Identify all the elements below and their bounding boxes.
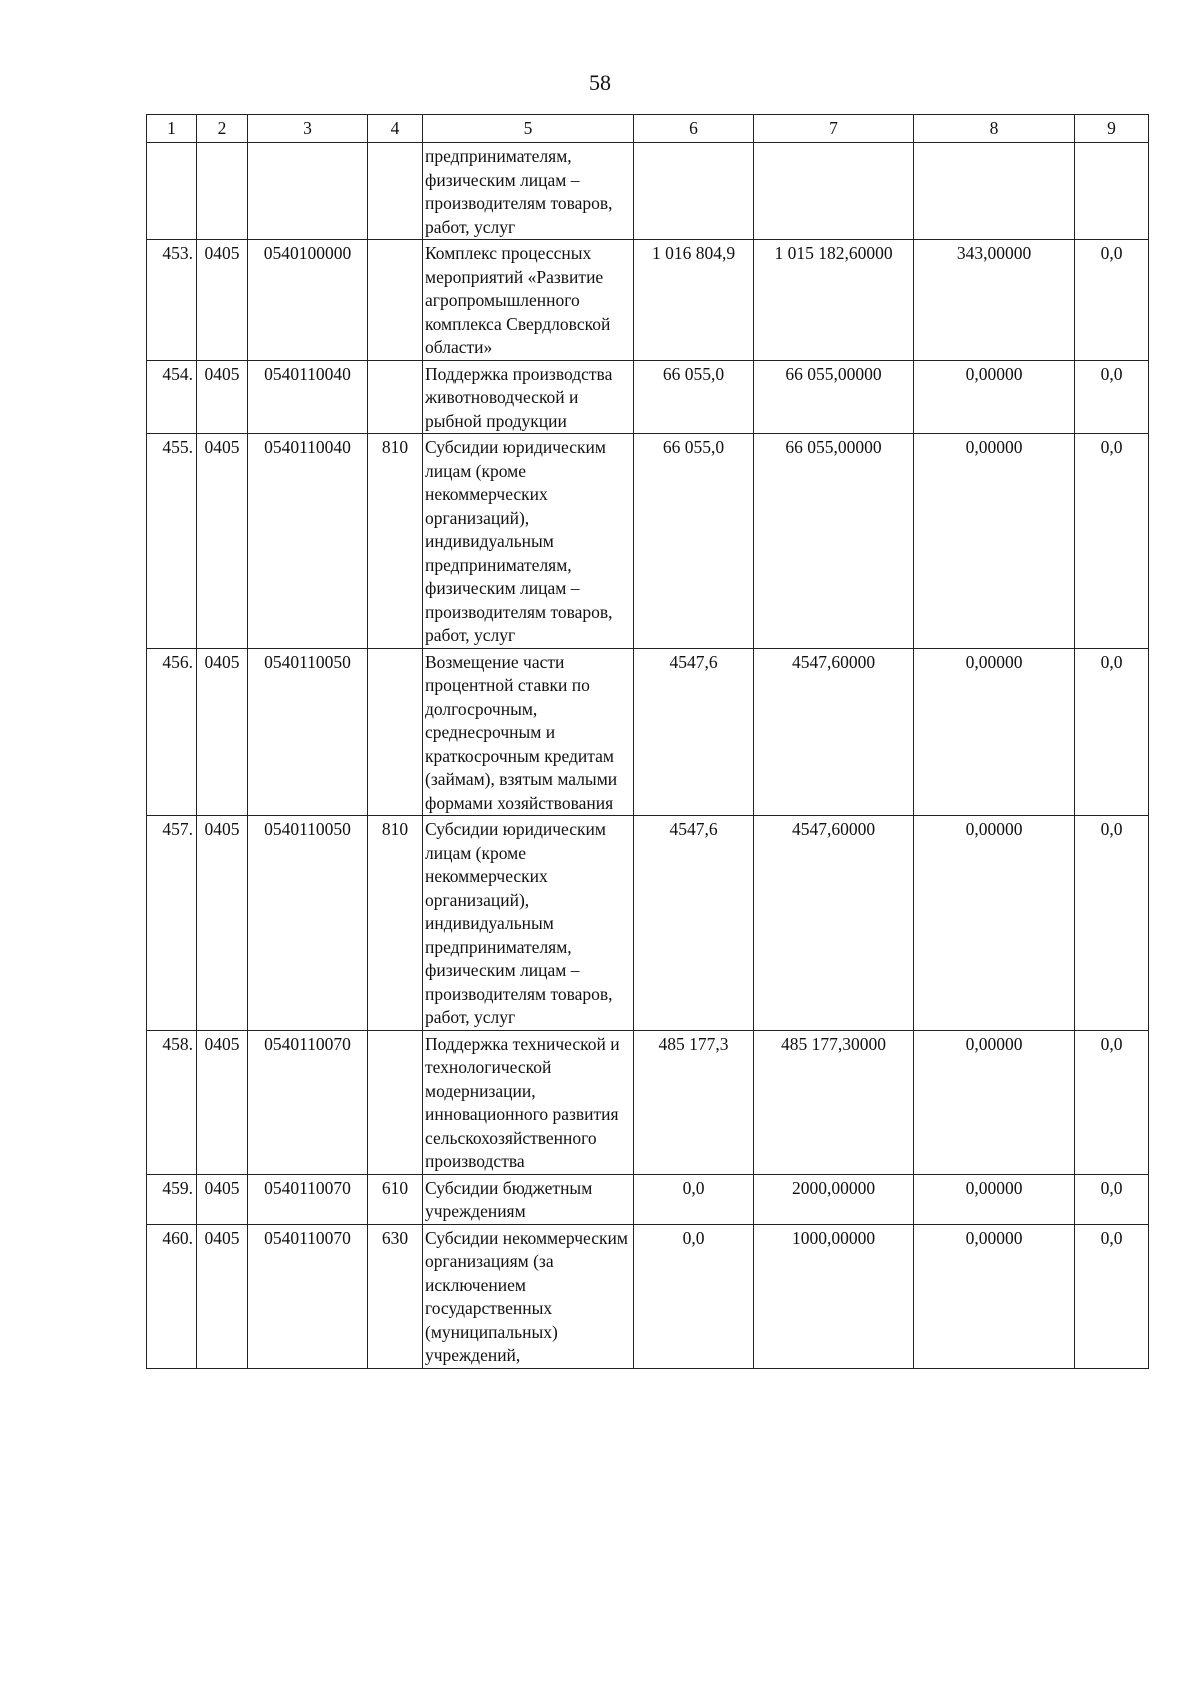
row-number: 457. [147,816,197,1031]
amount-col7: 4547,60000 [754,648,914,816]
header-cell: 8 [914,115,1075,143]
amount-col6: 0,0 [634,1174,754,1224]
amount-col9: 0,0 [1075,240,1149,361]
row-number: 458. [147,1030,197,1174]
amount-col8: 0,00000 [914,360,1075,434]
table-row [147,648,1149,816]
item-description: Возмещение части процентной ставки по долгосрочным, среднесрочным и краткосрочным кредитам (займам), взятым малыми формами хозяйствования [423,648,634,816]
row-number: 453. [147,240,197,361]
table-row [147,816,1149,1031]
item-description: Комплекс процессных мероприятий «Развитие агропромышленного комплекса Свердловской области» [423,240,634,361]
amount-col8: 0,00000 [914,1030,1075,1174]
section-code: 0405 [197,240,248,361]
amount-col8: 0,00000 [914,816,1075,1031]
row-number: 456. [147,648,197,816]
amount-col9: 0,0 [1075,816,1149,1031]
section-code: 0405 [197,1174,248,1224]
item-description: предпринимателям, физическим лицам – производителям товаров, работ, услуг [423,143,634,240]
amount-col8: 0,00000 [914,1174,1075,1224]
row-number: 454. [147,360,197,434]
section-code: 0405 [197,648,248,816]
amount-col7: 66 055,00000 [754,360,914,434]
section-code: 0405 [197,360,248,434]
target-code: 0540110070 [248,1224,368,1368]
header-cell: 1 [147,115,197,143]
table-row [147,1224,1149,1368]
amount-col6: 66 055,0 [634,434,754,649]
target-code: 0540110040 [248,434,368,649]
expense-type-code: 810 [368,434,423,649]
item-description: Поддержка производства животноводческой и рыбной продукции [423,360,634,434]
header-cell: 3 [248,115,368,143]
expense-type-code [368,1030,423,1174]
item-description: Субсидии бюджетным учреждениям [423,1174,634,1224]
amount-col6: 4547,6 [634,648,754,816]
amount-col6: 4547,6 [634,816,754,1031]
amount-col8: 0,00000 [914,648,1075,816]
amount-col7: 1000,00000 [754,1224,914,1368]
table-row [147,143,1149,240]
amount-col7: 485 177,30000 [754,1030,914,1174]
item-description: Поддержка технической и технологической модернизации, инновационного развития сельскохозяйственного производства [423,1030,634,1174]
expense-type-code: 630 [368,1224,423,1368]
amount-col8: 0,00000 [914,434,1075,649]
target-code: 0540110050 [248,648,368,816]
section-code: 0405 [197,434,248,649]
row-number: 459. [147,1174,197,1224]
amount-col9 [1075,143,1149,240]
amount-col9: 0,0 [1075,648,1149,816]
amount-col6: 1 016 804,9 [634,240,754,361]
amount-col7: 4547,60000 [754,816,914,1031]
target-code: 0540110040 [248,360,368,434]
table-row [147,1030,1149,1174]
target-code: 0540110070 [248,1174,368,1224]
target-code: 0540100000 [248,240,368,361]
budget-table [146,114,1149,1369]
amount-col9: 0,0 [1075,1174,1149,1224]
expense-type-code [368,143,423,240]
expense-type-code: 810 [368,816,423,1031]
section-code [197,143,248,240]
amount-col6: 485 177,3 [634,1030,754,1174]
amount-col9: 0,0 [1075,434,1149,649]
amount-col8: 0,00000 [914,1224,1075,1368]
amount-col6: 66 055,0 [634,360,754,434]
header-cell: 2 [197,115,248,143]
header-cell: 6 [634,115,754,143]
item-description: Субсидии некоммерческим организациям (за исключением государственных (муниципальных) учреждений, [423,1224,634,1368]
amount-col9: 0,0 [1075,1030,1149,1174]
expense-type-code [368,360,423,434]
amount-col8 [914,143,1075,240]
row-number [147,143,197,240]
table-row [147,360,1149,434]
header-cell: 4 [368,115,423,143]
expense-type-code [368,648,423,816]
expense-type-code [368,240,423,361]
amount-col9: 0,0 [1075,1224,1149,1368]
amount-col6: 0,0 [634,1224,754,1368]
amount-col7: 1 015 182,60000 [754,240,914,361]
section-code: 0405 [197,816,248,1031]
table-row [147,1174,1149,1224]
page-number: 58 [589,70,611,95]
amount-col7: 66 055,00000 [754,434,914,649]
target-code [248,143,368,240]
target-code: 0540110050 [248,816,368,1031]
item-description: Субсидии юридическим лицам (кроме некоммерческих организаций), индивидуальным предпринимателям, физическим лицам – производителям товаров, работ, услуг [423,434,634,649]
section-code: 0405 [197,1030,248,1174]
item-description: Субсидии юридическим лицам (кроме некоммерческих организаций), индивидуальным предпринимателям, физическим лицам – производителям товаров, работ, услуг [423,816,634,1031]
table-row [147,240,1149,361]
expense-type-code: 610 [368,1174,423,1224]
header-cell: 5 [423,115,634,143]
header-cell: 9 [1075,115,1149,143]
amount-col7: 2000,00000 [754,1174,914,1224]
row-number: 460. [147,1224,197,1368]
amount-col7 [754,143,914,240]
section-code: 0405 [197,1224,248,1368]
table-row [147,434,1149,649]
table-header-row [147,115,1149,143]
amount-col6 [634,143,754,240]
target-code: 0540110070 [248,1030,368,1174]
header-cell: 7 [754,115,914,143]
amount-col9: 0,0 [1075,360,1149,434]
row-number: 455. [147,434,197,649]
amount-col8: 343,00000 [914,240,1075,361]
